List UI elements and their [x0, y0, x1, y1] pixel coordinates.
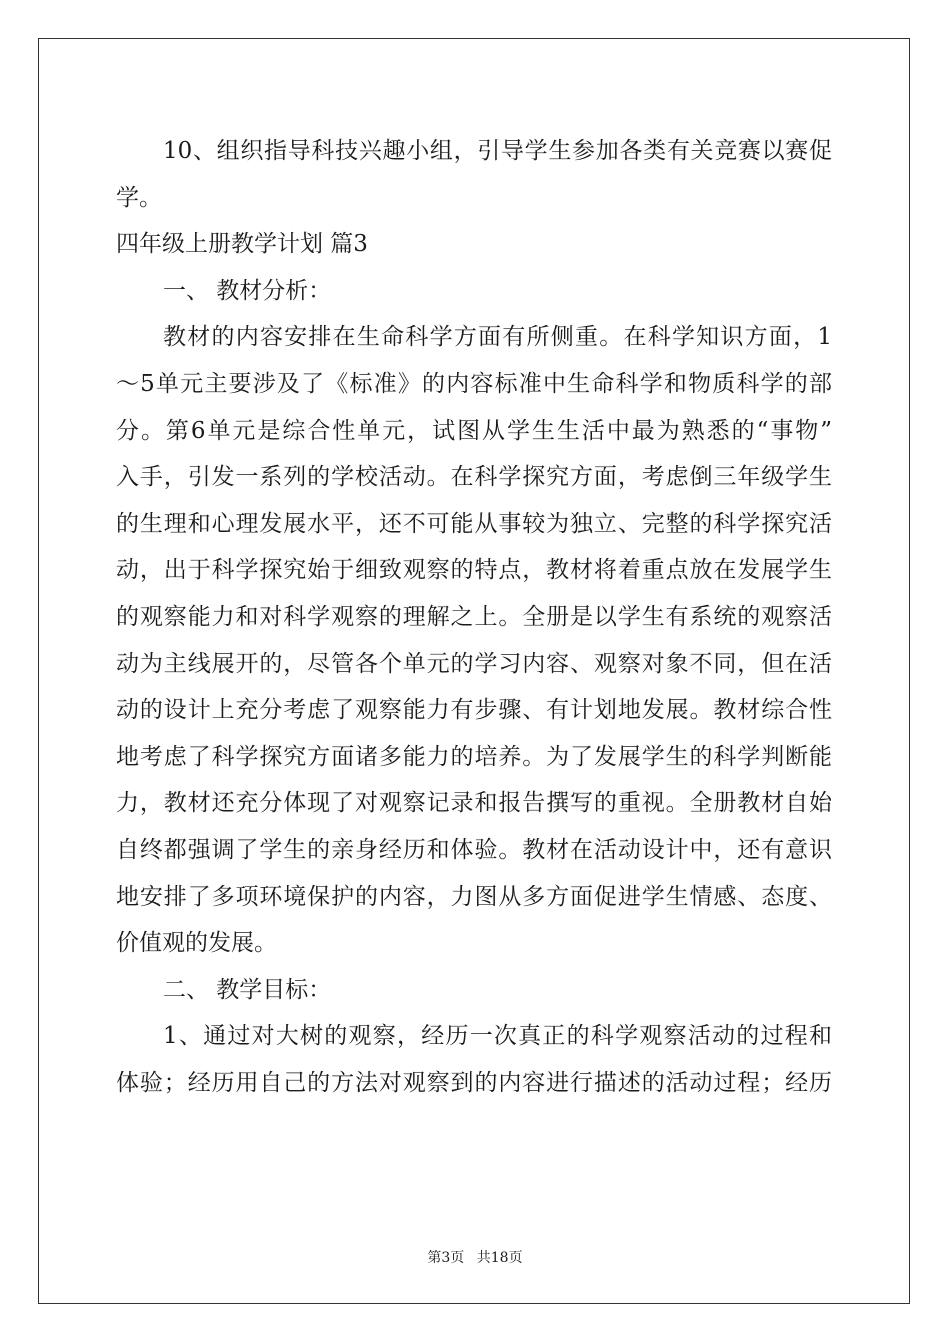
document-body	[116, 128, 832, 1106]
paragraph-line: ～5单元主要涉及了《标准》的内容标准中生命科学和物质科学的部	[116, 370, 832, 397]
subheading: 二、 教学目标：	[163, 976, 332, 1003]
paragraph-line: 地考虑了科学探究方面诸多能力的培养。为了发展学生的科学判断能	[116, 743, 832, 770]
page-total: 共18页	[476, 1250, 523, 1266]
paragraph-line: 的生理和心理发展水平，还不可能从事较为独立、完整的科学探究活	[116, 510, 832, 537]
paragraph-line: 动的设计上充分考虑了观察能力有步骤、有计划地发展。教材综合性	[116, 697, 832, 724]
subheading: 一、 教材分析：	[163, 277, 332, 304]
paragraph-line: 价值观的发展。	[116, 930, 277, 957]
paragraph-line: 学。	[116, 184, 162, 211]
section-heading: 四年级上册教学计划 篇3	[116, 231, 368, 258]
paragraph-line: 动，出于科学探究始于细致观察的特点，教材将着重点放在发展学生	[116, 557, 832, 584]
paragraph-line: 动为主线展开的，尽管各个单元的学习内容、观察对象不同，但在活	[116, 650, 832, 677]
paragraph-line: 教材的内容安排在生命科学方面有所侧重。在科学知识方面，1	[163, 324, 832, 351]
paragraph-line: 分。第6单元是综合性单元，试图从学生生活中最为熟悉的“事物”	[116, 417, 832, 444]
paragraph-line: 自终都强调了学生的亲身经历和体验。教材在活动设计中，还有意识	[116, 836, 832, 863]
page-number: 第3页	[427, 1250, 465, 1266]
paragraph-line: 的观察能力和对科学观察的理解之上。全册是以学生有系统的观察活	[116, 603, 832, 630]
paragraph-line: 地安排了多项环境保护的内容，力图从多方面促进学生情感、态度、	[116, 883, 832, 910]
paragraph-line: 10、组织指导科技兴趣小组，引导学生参加各类有关竞赛以赛促	[163, 138, 832, 164]
paragraph-line: 入手，引发一系列的学校活动。在科学探究方面，考虑倒三年级学生	[116, 464, 832, 491]
paragraph-line: 1、通过对大树的观察，经历一次真正的科学观察活动的过程和	[163, 1023, 832, 1050]
paragraph-line: 体验；经历用自己的方法对观察到的内容进行描述的活动过程；经历	[116, 1069, 832, 1096]
paragraph-line: 力，教材还充分体现了对观察记录和报告撰写的重视。全册教材自始	[116, 790, 832, 817]
page-footer	[0, 1247, 950, 1267]
